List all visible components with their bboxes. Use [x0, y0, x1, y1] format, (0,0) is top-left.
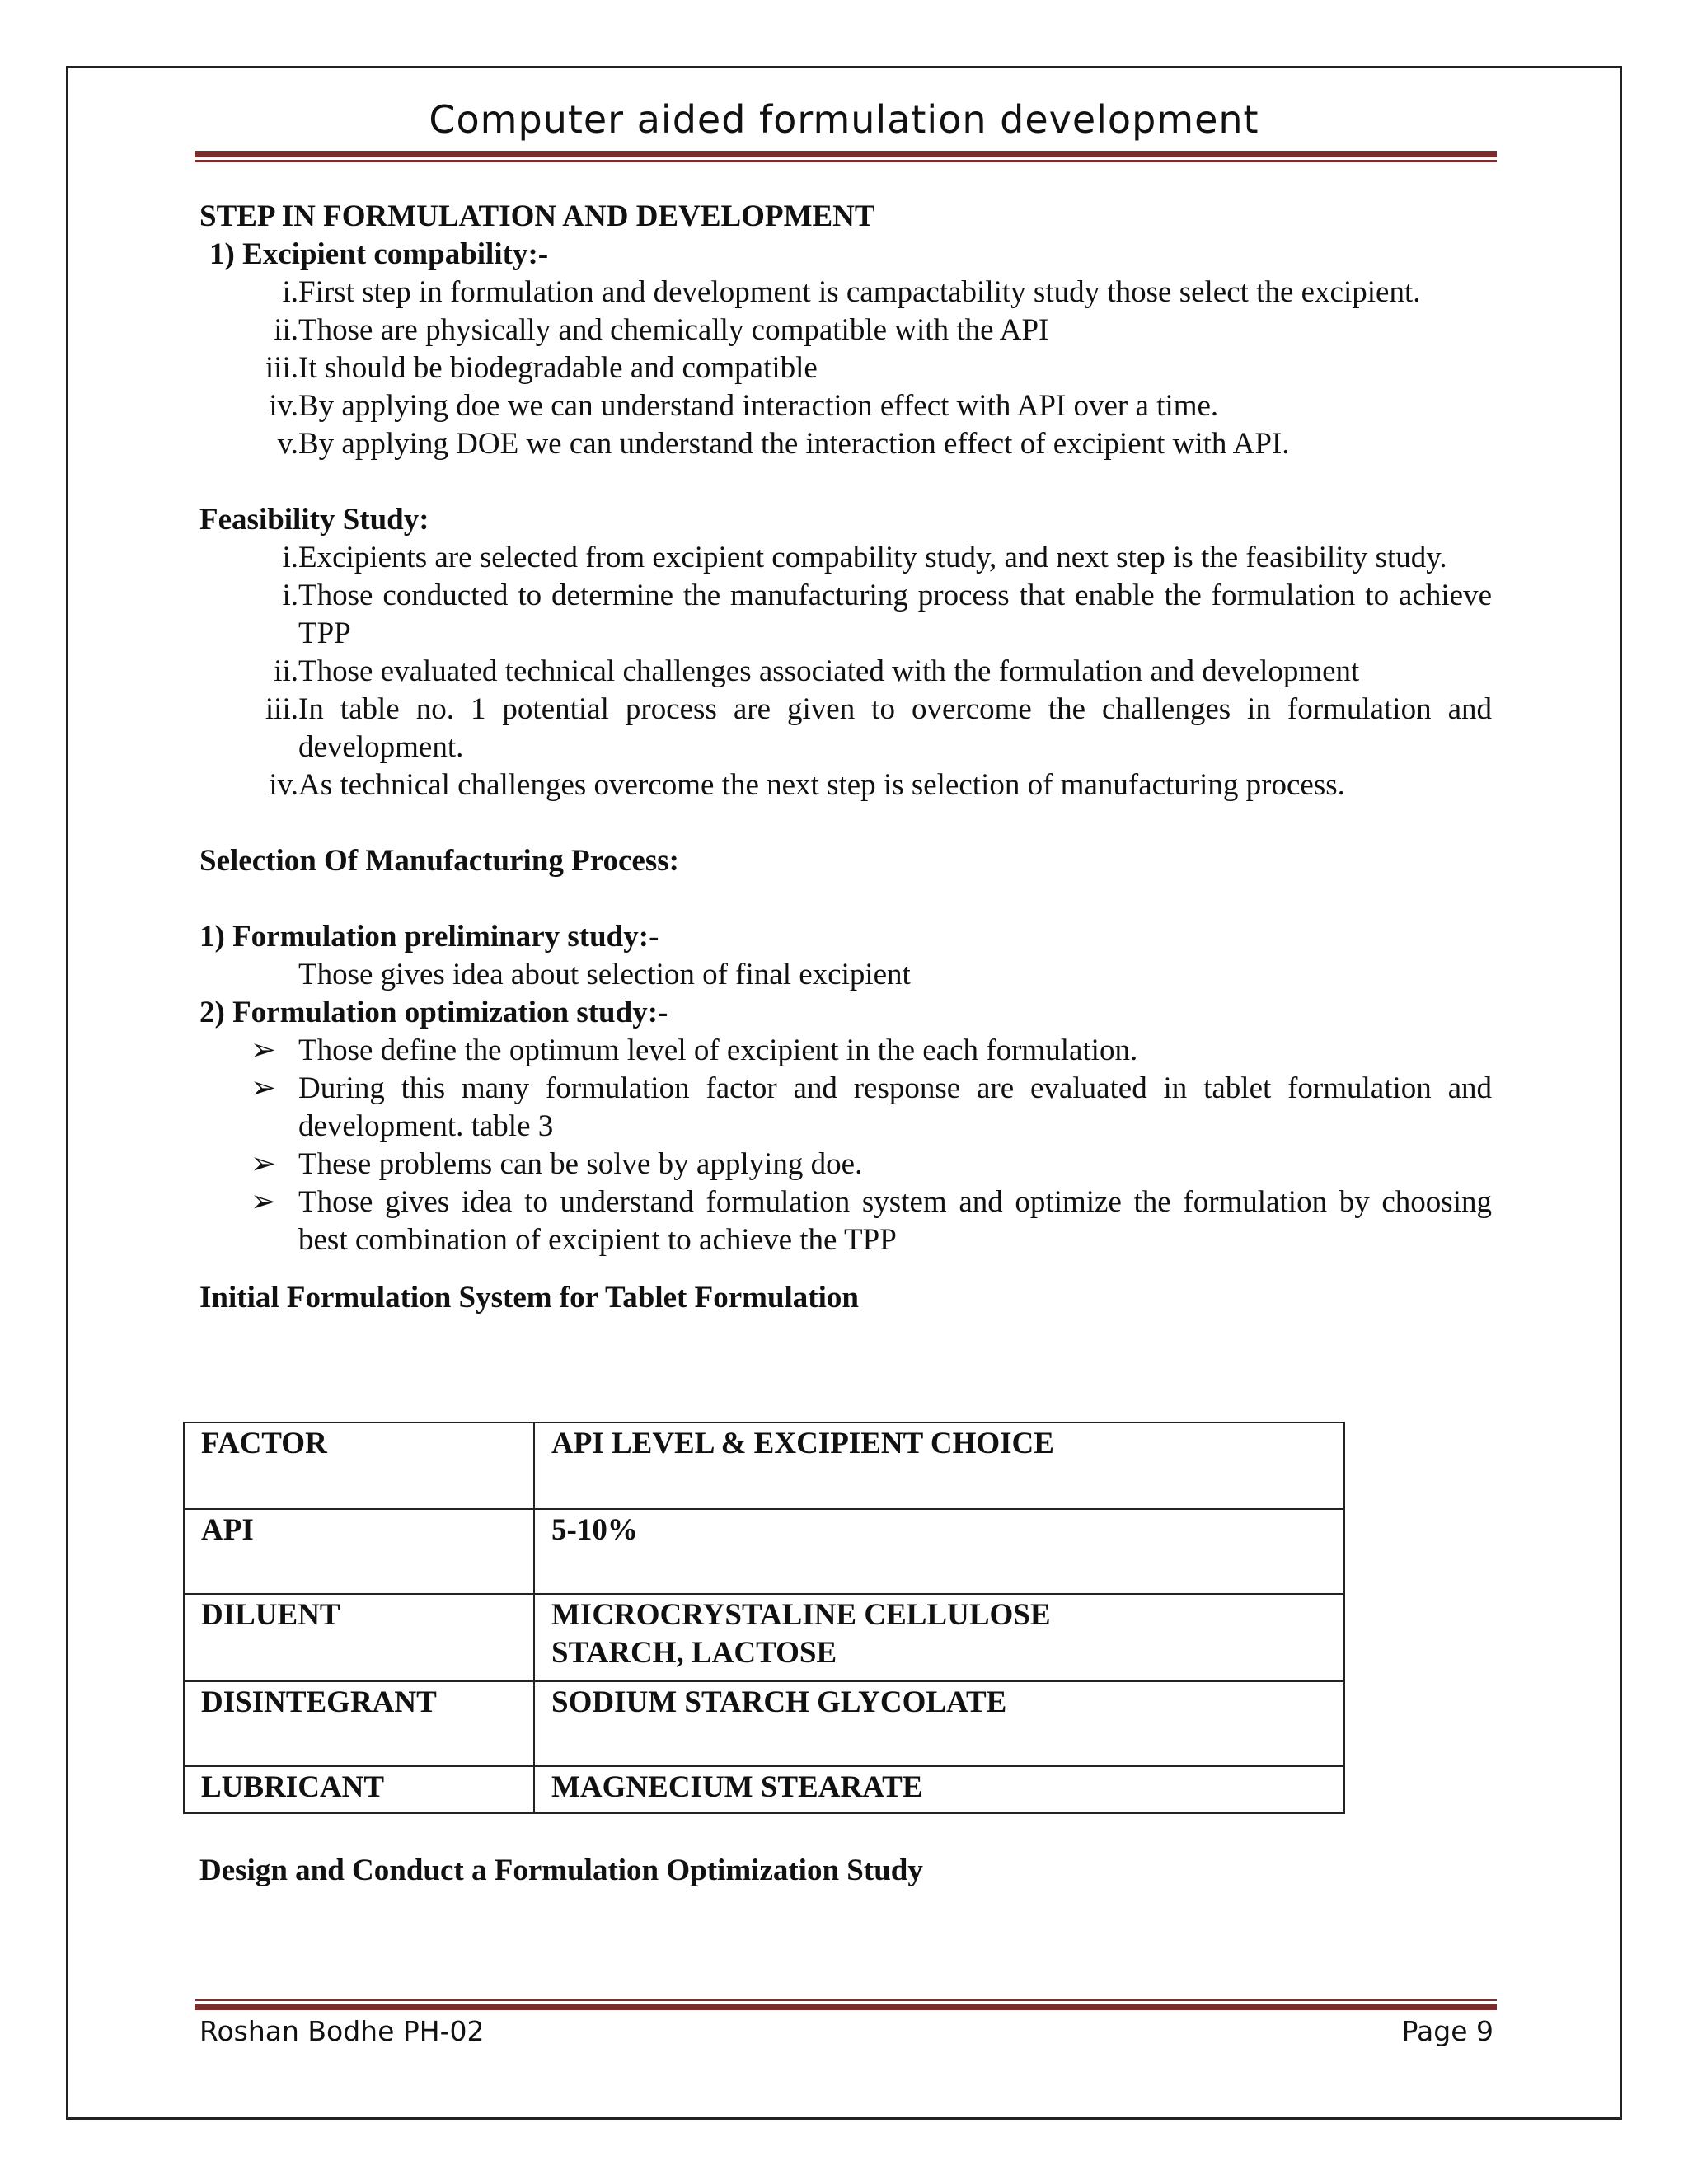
table-cell: DISINTEGRANT: [184, 1681, 534, 1766]
list-item: ➢ Those gives idea to understand formulation system and optimize the formulation by choosing best combination of excipient to achieve the TPP: [199, 1183, 1492, 1259]
table-cell: API: [184, 1509, 534, 1594]
table-row: [184, 1766, 1344, 1813]
list-item: iii. In table no. 1 potential process are given to overcome the challenges in formulation and development.: [265, 692, 1492, 764]
section-heading-feasibility: Feasibility Study:: [199, 503, 429, 537]
subheading-excipient-compability: 1) Excipient compability:-: [209, 237, 549, 271]
footer-rule: [195, 1999, 1497, 2010]
list-item: ii. Those evaluated technical challenges associated with the formulation and development: [274, 654, 1360, 688]
list-item: ii. Those are physically and chemically compatible with the API: [274, 313, 1049, 347]
table-header-cell: FACTOR: [184, 1422, 534, 1509]
footer-author: Roshan Bodhe PH-02: [199, 2015, 485, 2047]
arrow-bullet-icon: ➢: [251, 1033, 277, 1067]
footer-page-number: Page 9: [1401, 2015, 1493, 2047]
arrow-bullet-icon: ➢: [251, 1071, 277, 1105]
table-cell: DILUENT: [184, 1594, 534, 1681]
preliminary-study-text: Those gives idea about selection of final excipient: [298, 958, 911, 991]
list-item: i. Those conducted to determine the manufacturing process that enable the formulation to achieve TPP: [282, 579, 1492, 650]
optimization-bullet-list: [199, 1032, 1492, 1259]
header-rule: [195, 151, 1497, 162]
table-cell: LUBRICANT: [184, 1766, 534, 1813]
table-row: [184, 1509, 1344, 1594]
table-header-row: [184, 1422, 1344, 1509]
table-row: [184, 1681, 1344, 1766]
feasibility-list: [199, 539, 1492, 804]
list-item: i. Excipients are selected from excipient compability study, and next step is the feasibility study.: [282, 541, 1447, 574]
arrow-bullet-icon: ➢: [251, 1185, 277, 1219]
table-cell: MAGNECIUM STEARATE: [534, 1766, 1344, 1813]
formulation-table: [183, 1422, 1345, 1814]
list-item: iv. By applying doe we can understand interaction effect with API over a time.: [269, 389, 1219, 423]
section-heading-steps: STEP IN FORMULATION AND DEVELOPMENT: [199, 199, 875, 233]
arrow-bullet-icon: ➢: [251, 1147, 277, 1181]
list-item: ➢ During this many formulation factor and response are evaluated in tablet formulation and development. table 3: [199, 1070, 1492, 1146]
section-heading-design-study: Design and Conduct a Formulation Optimization Study: [199, 1854, 923, 1887]
table-cell: MICROCRYSTALINE CELLULOSE STARCH, LACTOSE: [534, 1594, 1344, 1681]
list-item: v. By applying DOE we can understand the interaction effect of excipient with API.: [277, 427, 1290, 461]
table-cell: 5-10%: [534, 1509, 1344, 1594]
table-caption: Initial Formulation System for Tablet Formulation: [199, 1281, 859, 1315]
excipient-list: [199, 274, 1492, 463]
list-item: i. First step in formulation and development is campactability study those select the excipient.: [282, 275, 1421, 309]
list-item: ➢ These problems can be solve by applying doe.: [199, 1146, 1492, 1183]
table-row: [184, 1594, 1344, 1681]
table-header-cell: API LEVEL & EXCIPIENT CHOICE: [534, 1422, 1344, 1509]
page-header-title: Computer aided formulation development: [429, 97, 1259, 142]
section-heading-manufacturing: Selection Of Manufacturing Process:: [199, 844, 679, 878]
document-body: [199, 198, 1492, 1317]
list-item: ➢ Those define the optimum level of excipient in the each formulation.: [199, 1032, 1492, 1070]
subheading-preliminary-study: 1) Formulation preliminary study:-: [199, 920, 659, 954]
list-item: iii. It should be biodegradable and compatible: [265, 351, 818, 385]
subheading-optimization-study: 2) Formulation optimization study:-: [199, 996, 668, 1029]
list-item: iv. As technical challenges overcome the next step is selection of manufacturing process.: [269, 768, 1345, 802]
table-cell: SODIUM STARCH GLYCOLATE: [534, 1681, 1344, 1766]
